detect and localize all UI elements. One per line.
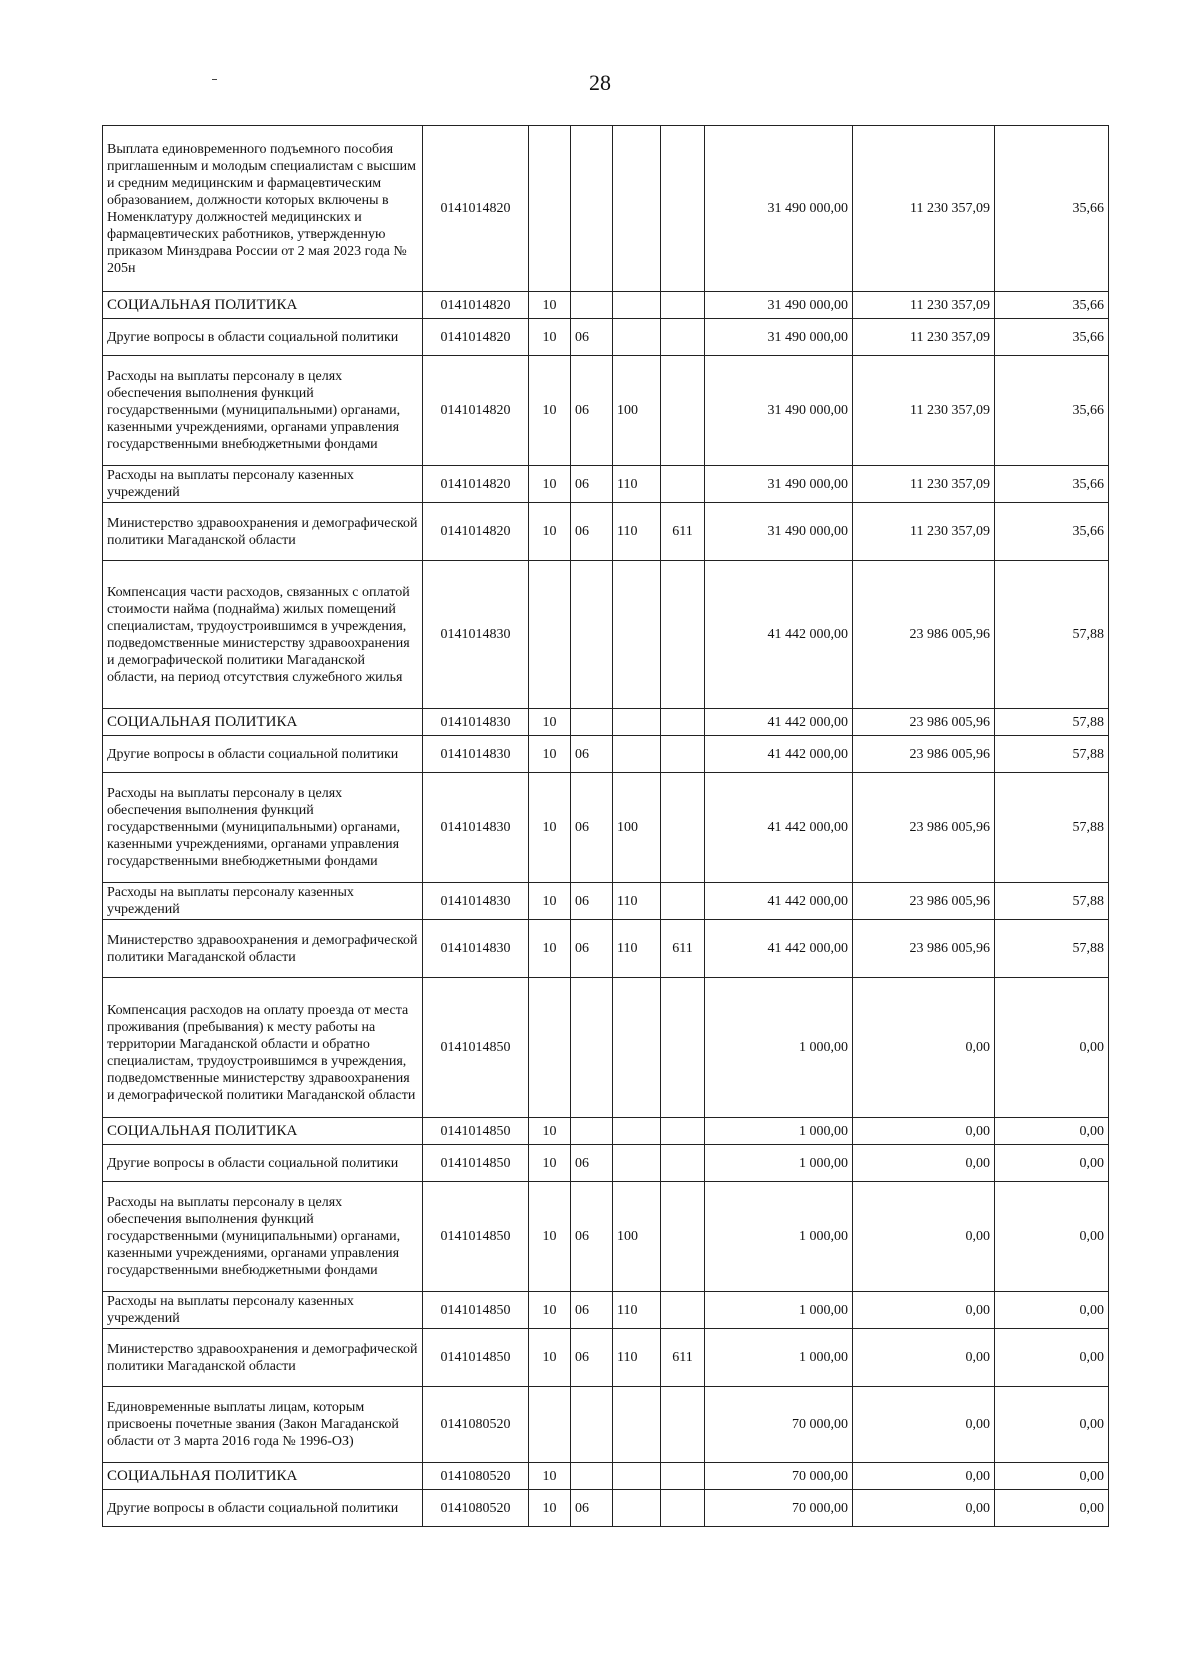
execution-percent-cell: 0,00	[995, 978, 1109, 1118]
table-row	[103, 1292, 1109, 1329]
department-cell	[661, 1118, 705, 1145]
table-row	[103, 978, 1109, 1118]
section-cell: 10	[529, 1118, 571, 1145]
execution-percent-cell: 35,66	[995, 503, 1109, 561]
row-name-cell: Расходы на выплаты персоналу казенных учреждений	[103, 466, 423, 503]
section-cell: 10	[529, 466, 571, 503]
section-cell: 10	[529, 1182, 571, 1292]
row-name-cell: Другие вопросы в области социальной политики	[103, 1145, 423, 1182]
actual-amount-cell: 23 986 005,96	[853, 709, 995, 736]
expense-type-cell	[613, 126, 661, 292]
plan-amount-cell: 41 442 000,00	[705, 561, 853, 709]
table-row	[103, 1182, 1109, 1292]
plan-amount-cell: 70 000,00	[705, 1490, 853, 1527]
row-name-cell: СОЦИАЛЬНАЯ ПОЛИТИКА	[103, 709, 423, 736]
subsection-cell: 06	[571, 736, 613, 773]
target-code-cell: 0141014820	[423, 319, 529, 356]
department-cell	[661, 319, 705, 356]
subsection-cell	[571, 126, 613, 292]
scan-speck	[212, 79, 217, 80]
department-cell	[661, 292, 705, 319]
department-cell	[661, 1292, 705, 1329]
plan-amount-cell: 41 442 000,00	[705, 736, 853, 773]
target-code-cell: 0141080520	[423, 1463, 529, 1490]
target-code-cell: 0141014850	[423, 1145, 529, 1182]
department-cell: 611	[661, 920, 705, 978]
plan-amount-cell: 31 490 000,00	[705, 126, 853, 292]
section-cell	[529, 1387, 571, 1463]
section-cell: 10	[529, 503, 571, 561]
row-name-cell: Единовременные выплаты лицам, которым присвоены почетные звания (Закон Магаданской области от 3 марта 2016 года № 1996-ОЗ)	[103, 1387, 423, 1463]
section-cell: 10	[529, 736, 571, 773]
row-name-cell: Выплата единовременного подъемного пособия приглашенным и молодым специалистам с высшим и средним медицинским и фармацевтическим образованием, должности которых включены в Номенклатуру должностей медицинских и фармацевтических работников, утвержденную приказом Минздрава России от 2 мая 2023 года № 205н	[103, 126, 423, 292]
target-code-cell: 0141014850	[423, 978, 529, 1118]
table-row	[103, 1490, 1109, 1527]
department-cell	[661, 883, 705, 920]
table-row	[103, 736, 1109, 773]
actual-amount-cell: 0,00	[853, 1145, 995, 1182]
section-cell: 10	[529, 1145, 571, 1182]
plan-amount-cell: 70 000,00	[705, 1463, 853, 1490]
target-code-cell: 0141014830	[423, 709, 529, 736]
table-row	[103, 466, 1109, 503]
department-cell	[661, 126, 705, 292]
row-name-cell: Расходы на выплаты персоналу казенных учреждений	[103, 1292, 423, 1329]
table-row	[103, 1118, 1109, 1145]
table-row	[103, 920, 1109, 978]
department-cell	[661, 356, 705, 466]
subsection-cell: 06	[571, 1182, 613, 1292]
target-code-cell: 0141014830	[423, 920, 529, 978]
subsection-cell: 06	[571, 883, 613, 920]
row-name-cell: Министерство здравоохранения и демографической политики Магаданской области	[103, 1329, 423, 1387]
expense-type-cell: 100	[613, 1182, 661, 1292]
page-number: 28	[589, 70, 611, 95]
expense-type-cell	[613, 1387, 661, 1463]
subsection-cell: 06	[571, 1329, 613, 1387]
execution-percent-cell: 57,88	[995, 883, 1109, 920]
execution-percent-cell: 0,00	[995, 1490, 1109, 1527]
budget-execution-table	[102, 125, 1109, 1527]
department-cell	[661, 561, 705, 709]
target-code-cell: 0141014830	[423, 773, 529, 883]
actual-amount-cell: 11 230 357,09	[853, 292, 995, 319]
actual-amount-cell: 23 986 005,96	[853, 561, 995, 709]
department-cell	[661, 1490, 705, 1527]
department-cell	[661, 1387, 705, 1463]
department-cell	[661, 1463, 705, 1490]
target-code-cell: 0141014830	[423, 883, 529, 920]
expense-type-cell	[613, 292, 661, 319]
plan-amount-cell: 41 442 000,00	[705, 773, 853, 883]
execution-percent-cell: 0,00	[995, 1118, 1109, 1145]
target-code-cell: 0141014850	[423, 1292, 529, 1329]
department-cell: 611	[661, 1329, 705, 1387]
subsection-cell: 06	[571, 356, 613, 466]
department-cell	[661, 773, 705, 883]
plan-amount-cell: 41 442 000,00	[705, 920, 853, 978]
table-row	[103, 773, 1109, 883]
expense-type-cell	[613, 1118, 661, 1145]
subsection-cell	[571, 561, 613, 709]
expense-type-cell: 110	[613, 920, 661, 978]
actual-amount-cell: 23 986 005,96	[853, 920, 995, 978]
table-row	[103, 503, 1109, 561]
actual-amount-cell: 23 986 005,96	[853, 736, 995, 773]
actual-amount-cell: 11 230 357,09	[853, 126, 995, 292]
expense-type-cell: 110	[613, 466, 661, 503]
plan-amount-cell: 1 000,00	[705, 1145, 853, 1182]
subsection-cell	[571, 292, 613, 319]
table-row	[103, 883, 1109, 920]
subsection-cell: 06	[571, 773, 613, 883]
row-name-cell: Компенсация части расходов, связанных с оплатой стоимости найма (поднайма) жилых помещений специалистам, трудоустроившимся в учреждения, подведомственные министерству здравоохранения и демографической политики Магаданской области, на период отсутствия служебного жилья	[103, 561, 423, 709]
plan-amount-cell: 31 490 000,00	[705, 466, 853, 503]
row-name-cell: Другие вопросы в области социальной политики	[103, 319, 423, 356]
department-cell	[661, 978, 705, 1118]
target-code-cell: 0141080520	[423, 1490, 529, 1527]
actual-amount-cell: 23 986 005,96	[853, 883, 995, 920]
subsection-cell	[571, 978, 613, 1118]
execution-percent-cell: 35,66	[995, 466, 1109, 503]
target-code-cell: 0141014830	[423, 736, 529, 773]
plan-amount-cell: 31 490 000,00	[705, 292, 853, 319]
table-row	[103, 1463, 1109, 1490]
row-name-cell: СОЦИАЛЬНАЯ ПОЛИТИКА	[103, 1463, 423, 1490]
row-name-cell: Другие вопросы в области социальной политики	[103, 736, 423, 773]
subsection-cell: 06	[571, 503, 613, 561]
plan-amount-cell: 1 000,00	[705, 978, 853, 1118]
expense-type-cell: 100	[613, 356, 661, 466]
department-cell	[661, 709, 705, 736]
actual-amount-cell: 11 230 357,09	[853, 319, 995, 356]
section-cell: 10	[529, 1463, 571, 1490]
execution-percent-cell: 35,66	[995, 356, 1109, 466]
table-body	[103, 126, 1109, 1527]
section-cell	[529, 126, 571, 292]
actual-amount-cell: 11 230 357,09	[853, 503, 995, 561]
table-row	[103, 319, 1109, 356]
plan-amount-cell: 31 490 000,00	[705, 503, 853, 561]
department-cell	[661, 466, 705, 503]
target-code-cell: 0141014820	[423, 356, 529, 466]
plan-amount-cell: 41 442 000,00	[705, 883, 853, 920]
actual-amount-cell: 0,00	[853, 1387, 995, 1463]
actual-amount-cell: 0,00	[853, 978, 995, 1118]
section-cell	[529, 978, 571, 1118]
table-row	[103, 1387, 1109, 1463]
execution-percent-cell: 0,00	[995, 1145, 1109, 1182]
table-row	[103, 1145, 1109, 1182]
row-name-cell: Компенсация расходов на оплату проезда от места проживания (пребывания) к месту работы на территории Магаданской области и обратно специалистам, трудоустроившимся в учреждения, подведомственные министерству здравоохранения и демографической политики Магаданской области	[103, 978, 423, 1118]
target-code-cell: 0141014850	[423, 1329, 529, 1387]
actual-amount-cell: 11 230 357,09	[853, 356, 995, 466]
table-row	[103, 356, 1109, 466]
table-row	[103, 292, 1109, 319]
row-name-cell: Расходы на выплаты персоналу казенных учреждений	[103, 883, 423, 920]
row-name-cell: Расходы на выплаты персоналу в целях обеспечения выполнения функций государственными (муниципальными) органами, казенными учреждениями, органами управления государственными внебюджетными фондами	[103, 356, 423, 466]
execution-percent-cell: 57,88	[995, 709, 1109, 736]
subsection-cell	[571, 1118, 613, 1145]
table-row	[103, 1329, 1109, 1387]
expense-type-cell: 110	[613, 1292, 661, 1329]
execution-percent-cell: 57,88	[995, 920, 1109, 978]
section-cell	[529, 561, 571, 709]
table-row	[103, 126, 1109, 292]
row-name-cell: Расходы на выплаты персоналу в целях обеспечения выполнения функций государственными (муниципальными) органами, казенными учреждениями, органами управления государственными внебюджетными фондами	[103, 1182, 423, 1292]
subsection-cell: 06	[571, 466, 613, 503]
plan-amount-cell: 1 000,00	[705, 1118, 853, 1145]
section-cell: 10	[529, 1490, 571, 1527]
row-name-cell: Другие вопросы в области социальной политики	[103, 1490, 423, 1527]
execution-percent-cell: 35,66	[995, 319, 1109, 356]
plan-amount-cell: 1 000,00	[705, 1329, 853, 1387]
target-code-cell: 0141014830	[423, 561, 529, 709]
section-cell: 10	[529, 1329, 571, 1387]
section-cell: 10	[529, 356, 571, 466]
row-name-cell: Расходы на выплаты персоналу в целях обеспечения выполнения функций государственными (муниципальными) органами, казенными учреждениями, органами управления государственными внебюджетными фондами	[103, 773, 423, 883]
row-name-cell: СОЦИАЛЬНАЯ ПОЛИТИКА	[103, 1118, 423, 1145]
section-cell: 10	[529, 773, 571, 883]
section-cell: 10	[529, 709, 571, 736]
execution-percent-cell: 0,00	[995, 1463, 1109, 1490]
target-code-cell: 0141014820	[423, 503, 529, 561]
row-name-cell: Министерство здравоохранения и демографической политики Магаданской области	[103, 503, 423, 561]
target-code-cell: 0141014850	[423, 1118, 529, 1145]
department-cell	[661, 736, 705, 773]
plan-amount-cell: 1 000,00	[705, 1292, 853, 1329]
subsection-cell	[571, 1387, 613, 1463]
target-code-cell: 0141080520	[423, 1387, 529, 1463]
target-code-cell: 0141014820	[423, 292, 529, 319]
row-name-cell: Министерство здравоохранения и демографической политики Магаданской области	[103, 920, 423, 978]
expense-type-cell	[613, 709, 661, 736]
expense-type-cell: 100	[613, 773, 661, 883]
subsection-cell: 06	[571, 1292, 613, 1329]
expense-type-cell	[613, 319, 661, 356]
actual-amount-cell: 0,00	[853, 1463, 995, 1490]
table-row	[103, 709, 1109, 736]
subsection-cell	[571, 1463, 613, 1490]
expense-type-cell	[613, 1490, 661, 1527]
actual-amount-cell: 0,00	[853, 1329, 995, 1387]
plan-amount-cell: 31 490 000,00	[705, 319, 853, 356]
actual-amount-cell: 11 230 357,09	[853, 466, 995, 503]
actual-amount-cell: 0,00	[853, 1292, 995, 1329]
execution-percent-cell: 57,88	[995, 773, 1109, 883]
execution-percent-cell: 57,88	[995, 736, 1109, 773]
section-cell: 10	[529, 1292, 571, 1329]
section-cell: 10	[529, 920, 571, 978]
actual-amount-cell: 23 986 005,96	[853, 773, 995, 883]
expense-type-cell: 110	[613, 883, 661, 920]
execution-percent-cell: 35,66	[995, 126, 1109, 292]
execution-percent-cell: 0,00	[995, 1182, 1109, 1292]
plan-amount-cell: 70 000,00	[705, 1387, 853, 1463]
subsection-cell	[571, 709, 613, 736]
department-cell: 611	[661, 503, 705, 561]
execution-percent-cell: 0,00	[995, 1387, 1109, 1463]
actual-amount-cell: 0,00	[853, 1118, 995, 1145]
department-cell	[661, 1145, 705, 1182]
expense-type-cell	[613, 1145, 661, 1182]
plan-amount-cell: 31 490 000,00	[705, 356, 853, 466]
target-code-cell: 0141014850	[423, 1182, 529, 1292]
expense-type-cell	[613, 561, 661, 709]
plan-amount-cell: 41 442 000,00	[705, 709, 853, 736]
plan-amount-cell: 1 000,00	[705, 1182, 853, 1292]
section-cell: 10	[529, 883, 571, 920]
target-code-cell: 0141014820	[423, 126, 529, 292]
execution-percent-cell: 57,88	[995, 561, 1109, 709]
department-cell	[661, 1182, 705, 1292]
subsection-cell: 06	[571, 1145, 613, 1182]
target-code-cell: 0141014820	[423, 466, 529, 503]
section-cell: 10	[529, 319, 571, 356]
execution-percent-cell: 0,00	[995, 1292, 1109, 1329]
actual-amount-cell: 0,00	[853, 1490, 995, 1527]
table-row	[103, 561, 1109, 709]
execution-percent-cell: 0,00	[995, 1329, 1109, 1387]
expense-type-cell	[613, 978, 661, 1118]
section-cell: 10	[529, 292, 571, 319]
expense-type-cell	[613, 736, 661, 773]
execution-percent-cell: 35,66	[995, 292, 1109, 319]
actual-amount-cell: 0,00	[853, 1182, 995, 1292]
subsection-cell: 06	[571, 319, 613, 356]
expense-type-cell	[613, 1463, 661, 1490]
subsection-cell: 06	[571, 1490, 613, 1527]
expense-type-cell: 110	[613, 503, 661, 561]
expense-type-cell: 110	[613, 1329, 661, 1387]
row-name-cell: СОЦИАЛЬНАЯ ПОЛИТИКА	[103, 292, 423, 319]
subsection-cell: 06	[571, 920, 613, 978]
